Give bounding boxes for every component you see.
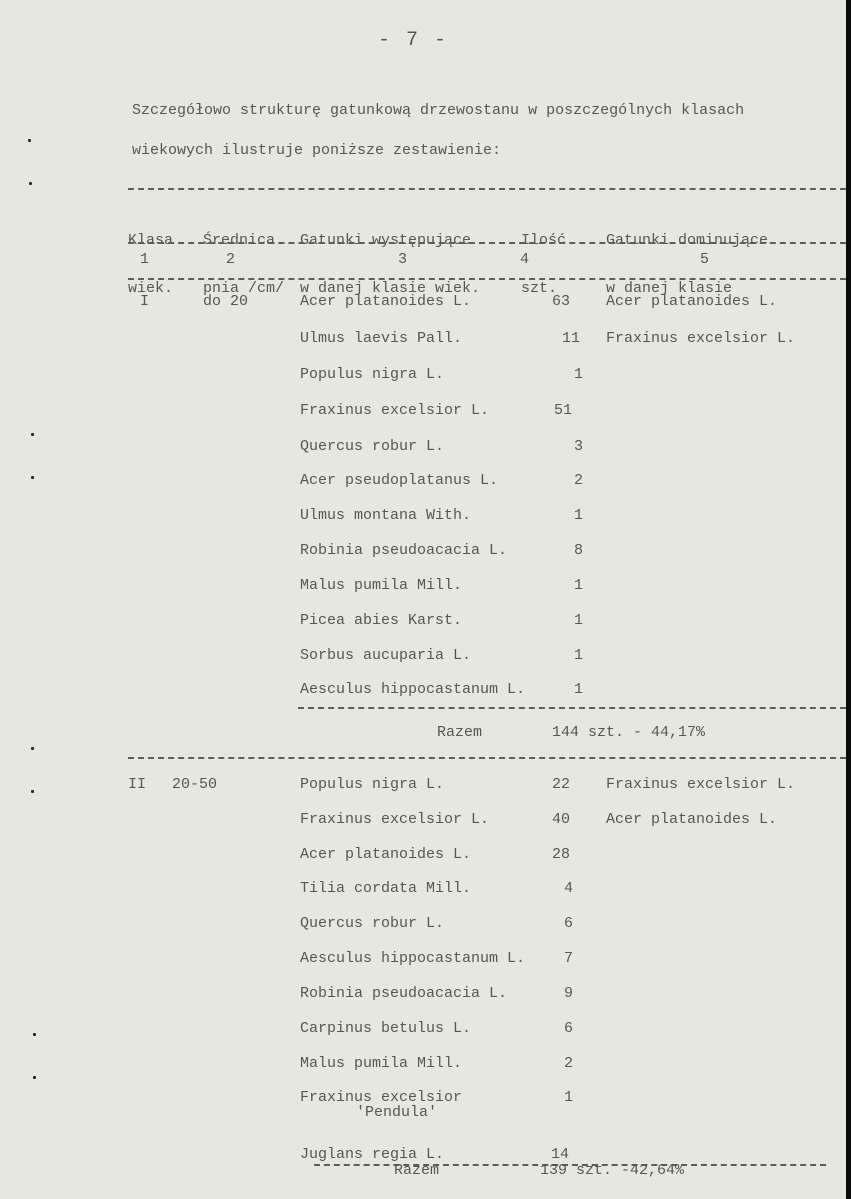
species: Acer platanoides L.: [300, 293, 472, 310]
count: 3: [574, 438, 584, 455]
page-number: - 7 -: [378, 29, 449, 52]
table-rule-numbers: [128, 278, 846, 280]
species: Quercus robur L.: [300, 915, 445, 932]
table-rule-header: [128, 242, 846, 244]
group-divider: [128, 757, 846, 759]
col-number-4: 4: [520, 251, 530, 268]
dominant: Acer platanoides L.: [606, 811, 778, 828]
count: 4: [564, 880, 574, 897]
intro-line-1: Szczegółowo strukturę gatunkową drzewostanu w poszczególnych klasach: [132, 102, 745, 119]
margin-mark: [33, 1033, 36, 1036]
margin-mark: [31, 790, 34, 793]
species: Quercus robur L.: [300, 438, 445, 455]
header-dominant: Gatunki dominujące w danej klasie: [606, 232, 769, 297]
count: 6: [564, 1020, 574, 1037]
count: 1: [574, 681, 584, 698]
species: Populus nigra L.: [300, 776, 445, 793]
species-line2: 'Pendula': [356, 1104, 438, 1121]
margin-mark: [29, 182, 32, 185]
margin-mark: [31, 747, 34, 750]
group-2-class: II: [128, 776, 147, 793]
table-rule-top: [128, 188, 846, 190]
count: 2: [574, 472, 584, 489]
species: Juglans regia L.: [300, 1146, 445, 1163]
count: 22: [552, 776, 571, 793]
count: 11: [562, 330, 581, 347]
species: Picea abies Karst.: [300, 612, 463, 629]
margin-mark: [33, 1076, 36, 1079]
margin-mark: [31, 476, 34, 479]
count: 6: [564, 915, 574, 932]
count: 40: [552, 811, 571, 828]
count: 14: [551, 1146, 570, 1163]
species: Aesculus hippocastanum L.: [300, 681, 526, 698]
count: 8: [574, 542, 584, 559]
header-class: Klasa wiek.: [128, 232, 174, 297]
count: 1: [574, 612, 584, 629]
count: 51: [554, 402, 573, 419]
count: 1: [564, 1089, 574, 1106]
scan-edge: [846, 0, 851, 1199]
margin-mark: [31, 433, 34, 436]
group-2-total-value: 139 szt. -42,64%: [540, 1162, 685, 1179]
group-2-total-label: Razem: [394, 1162, 440, 1179]
species: Malus pumila Mill.: [300, 1055, 463, 1072]
species: Robinia pseudoacacia L.: [300, 542, 508, 559]
species: Fraxinus excelsior: [300, 1089, 463, 1106]
count: 9: [564, 985, 574, 1002]
count: 1: [574, 577, 584, 594]
species: Acer pseudoplatanus L.: [300, 472, 499, 489]
count: 28: [552, 846, 571, 863]
col-number-3: 3: [398, 251, 408, 268]
intro-line-2: wiekowych ilustruje poniższe zestawienie:: [132, 142, 502, 159]
species: Ulmus laevis Pall.: [300, 330, 463, 347]
header-count: Ilość szt.: [521, 232, 567, 297]
species: Sorbus aucuparia L.: [300, 647, 472, 664]
count: 2: [564, 1055, 574, 1072]
group-1-total-label: Razem: [437, 724, 483, 741]
species: Fraxinus excelsior L.: [300, 811, 490, 828]
col-number-2: 2: [226, 251, 236, 268]
species: Ulmus montana With.: [300, 507, 472, 524]
species: Tilia cordata Mill.: [300, 880, 472, 897]
count: 1: [574, 507, 584, 524]
col-number-1: 1: [140, 251, 150, 268]
species: Malus pumila Mill.: [300, 577, 463, 594]
group-1-diameter: do 20: [203, 293, 249, 310]
col-number-5: 5: [700, 251, 710, 268]
dominant: Fraxinus excelsior L.: [606, 330, 796, 347]
species: Aesculus hippocastanum L.: [300, 950, 526, 967]
species: Populus nigra L.: [300, 366, 445, 383]
group-1-total-value: 144 szt. - 44,17%: [552, 724, 706, 741]
group-1-subtotal-rule: [298, 707, 846, 709]
header-species: Gatunki występujące w danej klasie wiek.: [300, 232, 481, 297]
count: 63: [552, 293, 571, 310]
group-2-diameter: 20-50: [172, 776, 218, 793]
count: 7: [564, 950, 574, 967]
group-1-class: I: [140, 293, 150, 310]
count: 1: [574, 366, 584, 383]
count: 1: [574, 647, 584, 664]
species: Acer platanoides L.: [300, 846, 472, 863]
margin-mark: [28, 139, 31, 142]
dominant: Acer platanoides L.: [606, 293, 778, 310]
species: Carpinus betulus L.: [300, 1020, 472, 1037]
species: Robinia pseudoacacia L.: [300, 985, 508, 1002]
species: Fraxinus excelsior L.: [300, 402, 490, 419]
dominant: Fraxinus excelsior L.: [606, 776, 796, 793]
header-diameter: Średnica pnia /cm/: [203, 232, 285, 297]
